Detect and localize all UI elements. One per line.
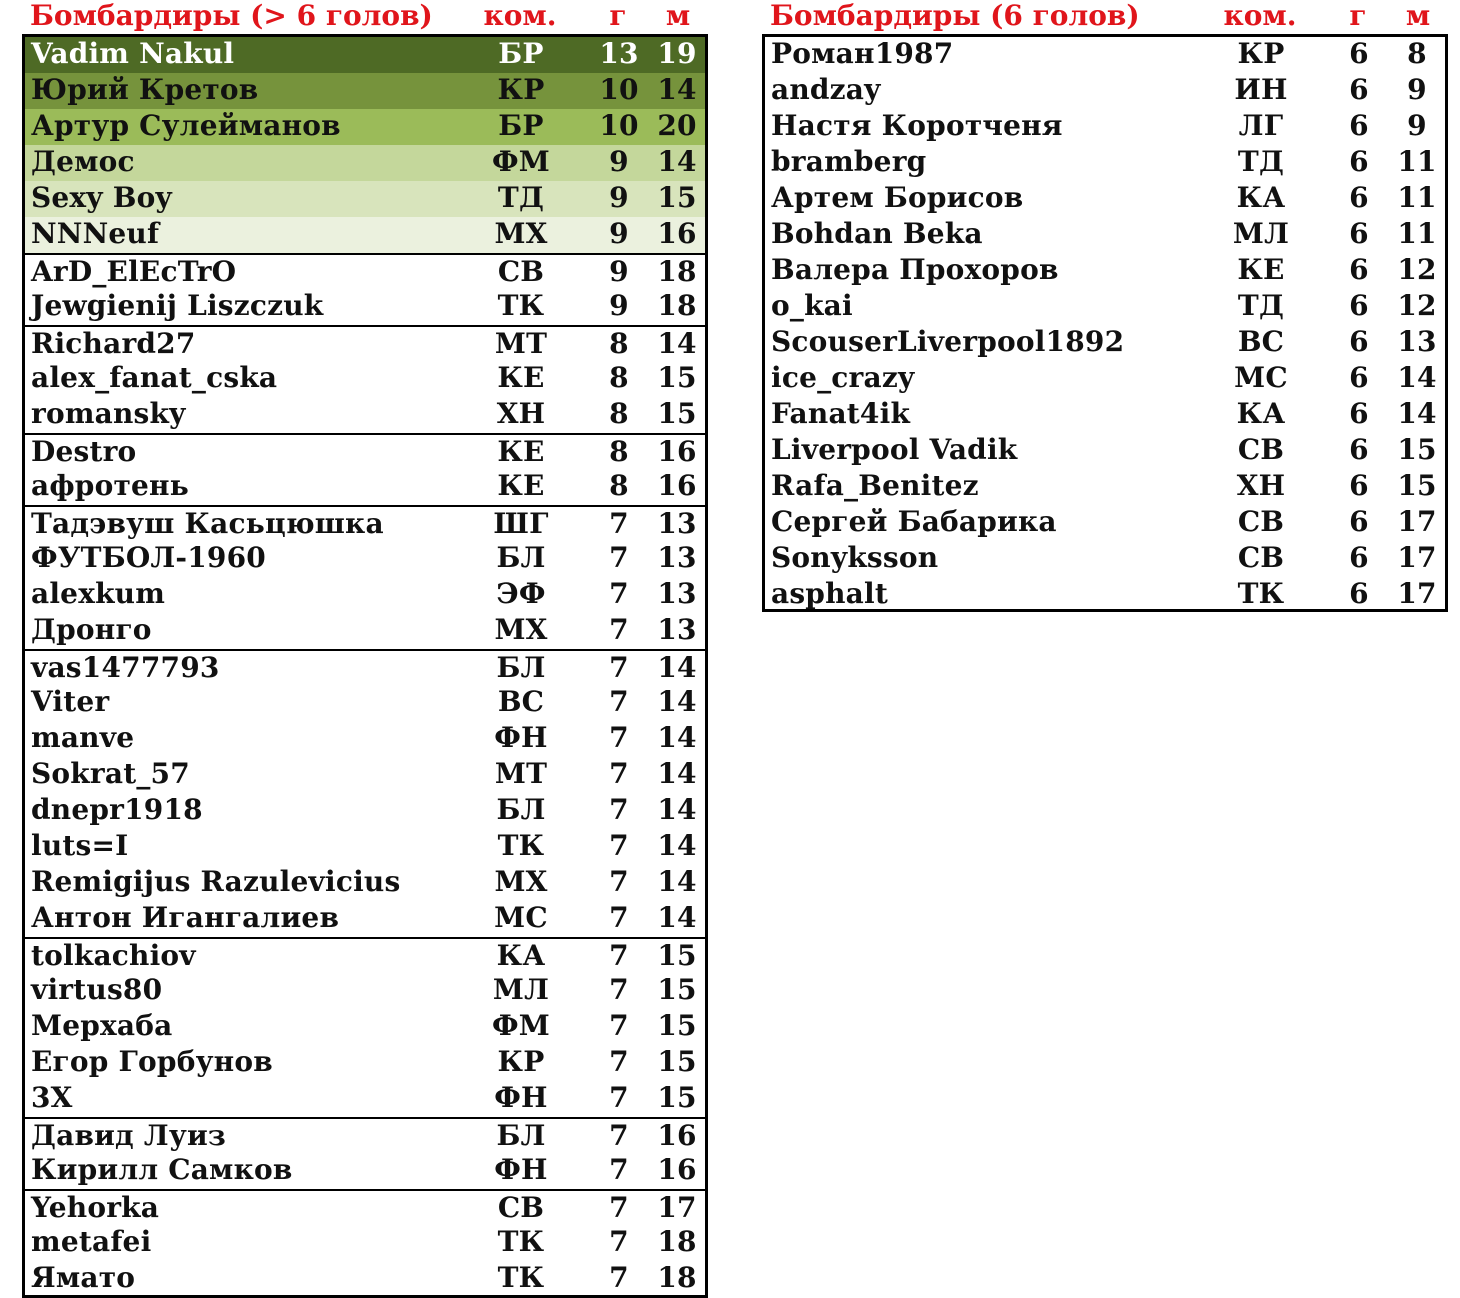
player-name: vas1477793 bbox=[31, 651, 220, 684]
table-row bbox=[25, 793, 705, 829]
player-name: Артур Сулейманов bbox=[31, 109, 341, 142]
goals-count: 6 bbox=[1349, 181, 1369, 214]
goals-count: 7 bbox=[609, 1081, 629, 1114]
team-code: КЕ bbox=[497, 435, 545, 468]
goals-count: 7 bbox=[609, 541, 629, 574]
table-row bbox=[765, 433, 1445, 469]
table-row bbox=[765, 325, 1445, 361]
player-name: Sonyksson bbox=[771, 541, 939, 574]
team-code: МЛ bbox=[492, 973, 550, 1006]
matches-count: 14 bbox=[657, 327, 697, 360]
matches-count: 15 bbox=[657, 1081, 697, 1114]
player-name: Rafa_Benitez bbox=[771, 469, 979, 502]
team-code: БЛ bbox=[496, 1119, 546, 1152]
goals-count: 6 bbox=[1349, 253, 1369, 286]
goals-count: 8 bbox=[609, 435, 629, 468]
column-header-games: м bbox=[665, 0, 691, 32]
table-title: Бомбардиры (> 6 голов) bbox=[30, 0, 433, 32]
player-name: Егор Горбунов bbox=[31, 1045, 273, 1078]
table-row bbox=[25, 361, 705, 397]
team-code: КА bbox=[1236, 397, 1286, 430]
matches-count: 13 bbox=[657, 577, 697, 610]
matches-count: 14 bbox=[657, 757, 697, 790]
table-row bbox=[25, 577, 705, 613]
goals-count: 7 bbox=[609, 865, 629, 898]
goals-count: 7 bbox=[609, 1225, 629, 1258]
team-code: БЛ bbox=[496, 793, 546, 826]
matches-count: 14 bbox=[657, 901, 697, 934]
team-code: ТД bbox=[1237, 289, 1285, 322]
team-code: КЕ bbox=[497, 469, 545, 502]
table-row bbox=[765, 541, 1445, 577]
team-code: КА bbox=[1236, 181, 1286, 214]
goals-count: 9 bbox=[609, 181, 629, 214]
matches-count: 18 bbox=[657, 255, 697, 288]
table-header bbox=[22, 0, 708, 34]
player-name: o_kai bbox=[771, 289, 853, 322]
player-name: Liverpool Vadik bbox=[771, 433, 1018, 466]
team-code: МХ bbox=[494, 613, 548, 646]
table-row bbox=[765, 145, 1445, 181]
goals-count: 7 bbox=[609, 721, 629, 754]
goals-count: 9 bbox=[609, 217, 629, 250]
goals-count: 6 bbox=[1349, 73, 1369, 106]
team-code: МТ bbox=[494, 757, 548, 790]
goals-count: 9 bbox=[609, 145, 629, 178]
team-code: ЭФ bbox=[496, 577, 546, 610]
goals-count: 7 bbox=[609, 1119, 629, 1152]
matches-count: 9 bbox=[1407, 73, 1427, 106]
matches-count: 14 bbox=[657, 865, 697, 898]
player-name: alex_fanat_cska bbox=[31, 361, 278, 394]
player-name: andzay bbox=[771, 73, 881, 106]
player-name: Мерхаба bbox=[31, 1009, 173, 1042]
goals-count: 6 bbox=[1349, 145, 1369, 178]
matches-count: 14 bbox=[657, 793, 697, 826]
matches-count: 15 bbox=[657, 973, 697, 1006]
matches-count: 13 bbox=[657, 613, 697, 646]
matches-count: 12 bbox=[1397, 289, 1437, 322]
player-name: Тадэвуш Касьцюшка bbox=[31, 507, 384, 540]
table-row bbox=[765, 217, 1445, 253]
matches-count: 20 bbox=[657, 109, 697, 142]
column-header-goals: г bbox=[1349, 0, 1367, 32]
matches-count: 15 bbox=[1397, 433, 1437, 466]
team-code: ФМ bbox=[492, 1009, 550, 1042]
player-name: Юрий Кретов bbox=[31, 73, 259, 106]
player-name: ФУТБОЛ-1960 bbox=[31, 541, 266, 574]
goals-count: 6 bbox=[1349, 541, 1369, 574]
team-code: ТК bbox=[497, 289, 545, 322]
matches-count: 16 bbox=[657, 469, 697, 502]
player-name: Fanat4ik bbox=[771, 397, 911, 430]
team-code: МС bbox=[494, 901, 548, 934]
goals-count: 7 bbox=[609, 829, 629, 862]
table-row bbox=[25, 109, 705, 145]
team-code: КЕ bbox=[1237, 253, 1285, 286]
matches-count: 15 bbox=[657, 1045, 697, 1078]
goals-count: 9 bbox=[609, 255, 629, 288]
team-code: ТК bbox=[497, 1261, 545, 1294]
table-row bbox=[765, 361, 1445, 397]
team-code: ТД bbox=[1237, 145, 1285, 178]
goals-count: 9 bbox=[609, 289, 629, 322]
player-name: Jewgienij Liszczuk bbox=[31, 289, 324, 322]
player-name: dnepr1918 bbox=[31, 793, 203, 826]
matches-count: 14 bbox=[657, 829, 697, 862]
table-row bbox=[765, 577, 1445, 613]
table-row bbox=[765, 397, 1445, 433]
player-name: Sexy Boy bbox=[31, 181, 172, 214]
matches-count: 15 bbox=[657, 939, 697, 972]
team-code: ХН bbox=[496, 397, 546, 430]
matches-count: 13 bbox=[657, 541, 697, 574]
column-header-games: м bbox=[1405, 0, 1431, 32]
table-row bbox=[765, 109, 1445, 145]
team-code: БР bbox=[498, 37, 544, 70]
matches-count: 15 bbox=[657, 361, 697, 394]
team-code: МЛ bbox=[1232, 217, 1290, 250]
table-row bbox=[765, 469, 1445, 505]
player-name: Bohdan Beka bbox=[771, 217, 983, 250]
goals-count: 6 bbox=[1349, 289, 1369, 322]
player-name: ice_crazy bbox=[771, 361, 915, 394]
player-name: Sokrat_57 bbox=[31, 757, 190, 790]
team-code: СВ bbox=[497, 255, 545, 288]
goals-count: 7 bbox=[609, 651, 629, 684]
player-name: Yehorka bbox=[31, 1191, 160, 1224]
table-row bbox=[25, 541, 705, 577]
team-code: СВ bbox=[1237, 505, 1285, 538]
table-row bbox=[25, 1009, 705, 1045]
team-code: МС bbox=[1234, 361, 1288, 394]
player-name: Destro bbox=[31, 435, 137, 468]
matches-count: 13 bbox=[1397, 325, 1437, 358]
table-row bbox=[25, 721, 705, 757]
player-name: Remigijus Razulevicius bbox=[31, 865, 401, 898]
team-code: БЛ bbox=[496, 541, 546, 574]
matches-count: 15 bbox=[657, 181, 697, 214]
table-row bbox=[25, 1225, 705, 1261]
player-name: NNNeuf bbox=[31, 217, 160, 250]
matches-count: 15 bbox=[657, 1009, 697, 1042]
table-row bbox=[25, 1189, 705, 1225]
table-row bbox=[25, 1117, 705, 1153]
goals-count: 6 bbox=[1349, 577, 1369, 610]
team-code: ИН bbox=[1234, 73, 1288, 106]
goals-count: 8 bbox=[609, 469, 629, 502]
team-code: СВ bbox=[497, 1191, 545, 1224]
table-row bbox=[25, 613, 705, 649]
table-row bbox=[25, 325, 705, 361]
goals-count: 6 bbox=[1349, 505, 1369, 538]
table-row bbox=[25, 1081, 705, 1117]
table-row bbox=[25, 1261, 705, 1297]
goals-count: 7 bbox=[609, 939, 629, 972]
table-header bbox=[762, 0, 1448, 34]
goals-count: 7 bbox=[609, 685, 629, 718]
player-name: Роман1987 bbox=[771, 37, 954, 70]
goals-count: 10 bbox=[599, 73, 639, 106]
matches-count: 14 bbox=[657, 145, 697, 178]
table-row bbox=[25, 649, 705, 685]
team-code: МТ bbox=[494, 327, 548, 360]
team-code: МХ bbox=[494, 217, 548, 250]
matches-count: 17 bbox=[1397, 505, 1437, 538]
team-code: ФН bbox=[494, 721, 548, 754]
matches-count: 11 bbox=[1397, 181, 1437, 214]
player-name: ScouserLiverpool1892 bbox=[771, 325, 1125, 358]
player-name: virtus80 bbox=[31, 973, 163, 1006]
player-name: Артем Борисов bbox=[771, 181, 1024, 214]
matches-count: 18 bbox=[657, 1261, 697, 1294]
table-title: Бомбардиры (6 голов) bbox=[770, 0, 1140, 32]
matches-count: 17 bbox=[657, 1191, 697, 1224]
player-name: metafei bbox=[31, 1225, 152, 1258]
matches-count: 14 bbox=[657, 685, 697, 718]
table-row bbox=[25, 505, 705, 541]
goals-count: 6 bbox=[1349, 397, 1369, 430]
table-body bbox=[22, 34, 708, 1298]
player-name: Richard27 bbox=[31, 327, 196, 360]
team-code: КЕ bbox=[497, 361, 545, 394]
matches-count: 14 bbox=[657, 651, 697, 684]
table-row bbox=[25, 937, 705, 973]
table-row bbox=[25, 469, 705, 505]
table-row bbox=[25, 865, 705, 901]
team-code: ШГ bbox=[493, 507, 549, 540]
team-code: КР bbox=[497, 1045, 545, 1078]
table-row bbox=[25, 757, 705, 793]
team-code: ХН bbox=[1236, 469, 1286, 502]
goals-count: 7 bbox=[609, 1261, 629, 1294]
team-code: КР bbox=[497, 73, 545, 106]
player-name: Настя Коротченя bbox=[771, 109, 1063, 142]
team-code: ТК bbox=[497, 829, 545, 862]
matches-count: 15 bbox=[1397, 469, 1437, 502]
goals-count: 6 bbox=[1349, 37, 1369, 70]
table-row bbox=[25, 973, 705, 1009]
player-name: ArD_ElEcTrO bbox=[31, 255, 237, 288]
goals-count: 7 bbox=[609, 1045, 629, 1078]
player-name: bramberg bbox=[771, 145, 927, 178]
goals-count: 6 bbox=[1349, 433, 1369, 466]
team-code: СВ bbox=[1237, 541, 1285, 574]
team-code: ТК bbox=[497, 1225, 545, 1258]
table-row bbox=[25, 181, 705, 217]
player-name: Антон Игангалиев bbox=[31, 901, 340, 934]
table-row bbox=[25, 217, 705, 253]
goals-count: 7 bbox=[609, 613, 629, 646]
player-name: alexkum bbox=[31, 577, 166, 610]
table-row bbox=[765, 181, 1445, 217]
table-row bbox=[25, 829, 705, 865]
player-name: Сергей Бабарика bbox=[771, 505, 1057, 538]
matches-count: 15 bbox=[657, 397, 697, 430]
matches-count: 14 bbox=[657, 73, 697, 106]
goals-count: 6 bbox=[1349, 361, 1369, 394]
table-row bbox=[765, 37, 1445, 73]
table-row bbox=[765, 289, 1445, 325]
column-header-team: ком. bbox=[1223, 0, 1297, 32]
goals-count: 6 bbox=[1349, 325, 1369, 358]
matches-count: 14 bbox=[657, 721, 697, 754]
table-row bbox=[25, 397, 705, 433]
matches-count: 9 bbox=[1407, 109, 1427, 142]
matches-count: 11 bbox=[1397, 145, 1437, 178]
table-row bbox=[25, 685, 705, 721]
goals-count: 8 bbox=[609, 327, 629, 360]
player-name: romansky bbox=[31, 397, 186, 430]
team-code: ТД bbox=[497, 181, 545, 214]
team-code: БР bbox=[498, 109, 544, 142]
table-row bbox=[25, 289, 705, 325]
team-code: ЛГ bbox=[1238, 109, 1284, 142]
goals-count: 6 bbox=[1349, 217, 1369, 250]
team-code: БЛ bbox=[496, 651, 546, 684]
goals-count: 6 bbox=[1349, 109, 1369, 142]
goals-count: 10 bbox=[599, 109, 639, 142]
goals-count: 7 bbox=[609, 1009, 629, 1042]
matches-count: 12 bbox=[1397, 253, 1437, 286]
matches-count: 17 bbox=[1397, 577, 1437, 610]
goals-count: 7 bbox=[609, 1191, 629, 1224]
player-name: Ямато bbox=[31, 1261, 136, 1294]
goals-count: 8 bbox=[609, 361, 629, 394]
player-name: luts=I bbox=[31, 829, 129, 862]
table-row bbox=[25, 253, 705, 289]
player-name: Давид Луиз bbox=[31, 1119, 226, 1152]
goals-count: 6 bbox=[1349, 469, 1369, 502]
column-header-team: ком. bbox=[483, 0, 557, 32]
matches-count: 11 bbox=[1397, 217, 1437, 250]
team-code: МХ bbox=[494, 865, 548, 898]
matches-count: 16 bbox=[657, 1119, 697, 1152]
team-code: ТК bbox=[1237, 577, 1285, 610]
column-header-goals: г bbox=[609, 0, 627, 32]
matches-count: 17 bbox=[1397, 541, 1437, 574]
table-row bbox=[25, 901, 705, 937]
matches-count: 19 bbox=[657, 37, 697, 70]
team-code: КР bbox=[1237, 37, 1285, 70]
goals-count: 7 bbox=[609, 1153, 629, 1186]
matches-count: 13 bbox=[657, 507, 697, 540]
table-row bbox=[25, 37, 705, 73]
goals-count: 7 bbox=[609, 577, 629, 610]
matches-count: 14 bbox=[1397, 361, 1437, 394]
table-row bbox=[25, 73, 705, 109]
table-row bbox=[25, 145, 705, 181]
table-row bbox=[25, 433, 705, 469]
player-name: tolkachiov bbox=[31, 939, 196, 972]
goals-count: 7 bbox=[609, 757, 629, 790]
goals-count: 7 bbox=[609, 901, 629, 934]
matches-count: 16 bbox=[657, 217, 697, 250]
team-code: ФН bbox=[494, 1081, 548, 1114]
player-name: Дронго bbox=[31, 613, 152, 646]
goals-count: 7 bbox=[609, 507, 629, 540]
player-name: Валера Прохоров bbox=[771, 253, 1059, 286]
player-name: Демос bbox=[31, 145, 135, 178]
matches-count: 18 bbox=[657, 289, 697, 322]
player-name: афротень bbox=[31, 469, 189, 502]
player-name: Viter bbox=[31, 685, 110, 718]
team-code: ВС bbox=[1237, 325, 1285, 358]
table-row bbox=[765, 505, 1445, 541]
table-row bbox=[765, 253, 1445, 289]
goals-count: 8 bbox=[609, 397, 629, 430]
team-code: ФМ bbox=[492, 145, 550, 178]
goals-count: 13 bbox=[599, 37, 639, 70]
table-row bbox=[25, 1045, 705, 1081]
team-code: ВС bbox=[497, 685, 545, 718]
player-name: asphalt bbox=[771, 577, 888, 610]
matches-count: 16 bbox=[657, 435, 697, 468]
team-code: ФН bbox=[494, 1153, 548, 1186]
matches-count: 14 bbox=[1397, 397, 1437, 430]
matches-count: 8 bbox=[1407, 37, 1427, 70]
table-row bbox=[765, 73, 1445, 109]
table-row bbox=[25, 1153, 705, 1189]
player-name: 3X bbox=[31, 1081, 73, 1114]
team-code: СВ bbox=[1237, 433, 1285, 466]
goals-count: 7 bbox=[609, 973, 629, 1006]
matches-count: 16 bbox=[657, 1153, 697, 1186]
player-name: Кирилл Самков bbox=[31, 1153, 293, 1186]
player-name: Vadim Nakul bbox=[31, 37, 235, 70]
team-code: КА bbox=[496, 939, 546, 972]
matches-count: 18 bbox=[657, 1225, 697, 1258]
goals-count: 7 bbox=[609, 793, 629, 826]
player-name: manve bbox=[31, 721, 135, 754]
top-scorers-table-right bbox=[762, 0, 1448, 610]
top-scorers-table-left bbox=[22, 0, 708, 1294]
table-body bbox=[762, 34, 1448, 612]
